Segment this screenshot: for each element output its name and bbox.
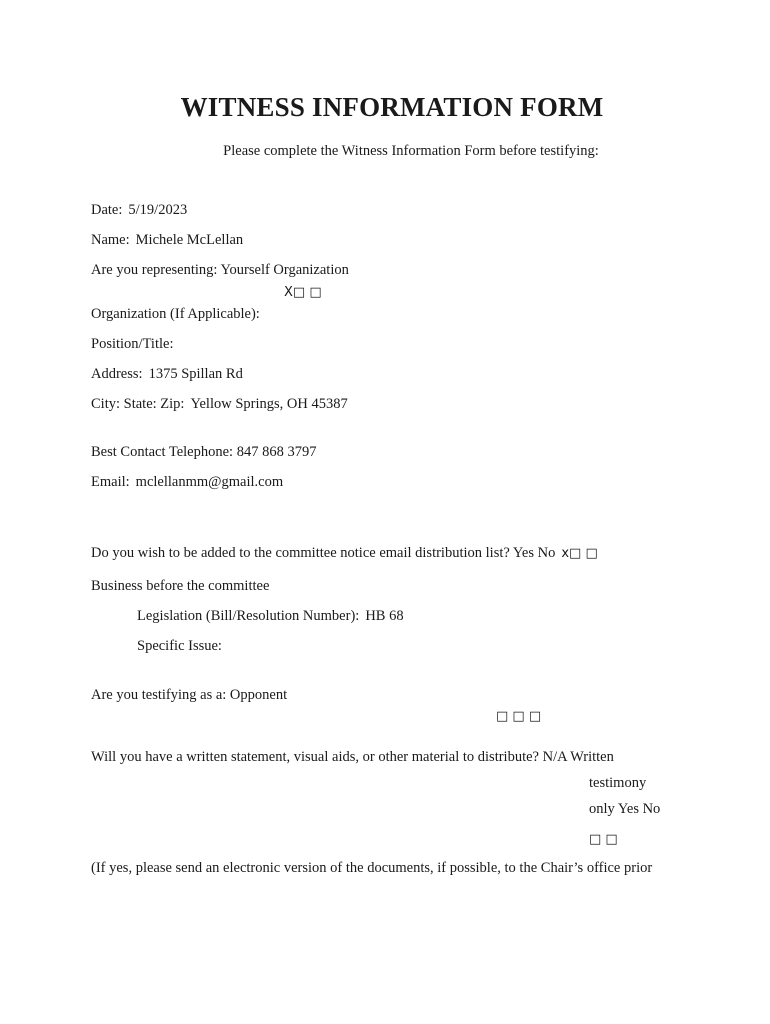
representing-checkboxes[interactable]: X□ □ (284, 285, 322, 300)
business-heading: Business before the committee (91, 578, 270, 594)
testifying-checkboxes[interactable]: □ □ □ (496, 709, 542, 724)
email-row (91, 473, 283, 491)
address-label: Address: (91, 366, 143, 382)
materials-line3: only Yes No (589, 801, 661, 817)
organization-row (91, 305, 266, 323)
phone-row (91, 443, 316, 461)
materials-checkboxes[interactable]: □ □ (589, 832, 618, 847)
legislation-value: HB 68 (365, 608, 404, 624)
name-label: Name: (91, 232, 130, 248)
position-row (91, 335, 179, 353)
email-label: Email: (91, 474, 130, 490)
address-value: 1375 Spillan Rd (148, 366, 243, 382)
representing-label: Are you representing: Yourself Organization (91, 262, 349, 278)
distribution-row (91, 544, 598, 563)
materials-question: Will you have a written statement, visual aids, or other material to distribute? N/A Written (91, 749, 614, 765)
distribution-checkboxes[interactable]: x□ □ (561, 546, 598, 561)
legislation-row (137, 607, 404, 625)
date-row (91, 201, 187, 219)
form-subtitle: Please complete the Witness Information Form before testifying: (223, 143, 599, 159)
date-label: Date: (91, 202, 123, 218)
testifying-label: Are you testifying as a: Opponent (91, 687, 288, 703)
address-row (91, 365, 243, 383)
phone-value: 847 868 3797 (236, 444, 317, 460)
city-value: Yellow Springs, OH 45387 (190, 396, 348, 412)
city-label: City: State: Zip: (91, 396, 185, 412)
issue-row (137, 637, 228, 655)
name-value: Michele McLellan (135, 232, 244, 248)
phone-label: Best Contact Telephone: (91, 444, 234, 460)
distribution-question: Do you wish to be added to the committee notice email distribution list? Yes No (91, 545, 556, 561)
email-value: mclellanmm@gmail.com (135, 474, 284, 490)
city-row (91, 395, 348, 413)
issue-label: Specific Issue: (137, 638, 222, 654)
materials-line2: testimony (589, 775, 647, 791)
form-title: WITNESS INFORMATION FORM (180, 92, 604, 122)
legislation-label: Legislation (Bill/Resolution Number): (137, 608, 360, 624)
name-row (91, 231, 243, 249)
electronic-docs-note: (If yes, please send an electronic version of the documents, if possible, to the Chair’s office prior (91, 860, 653, 876)
position-label: Position/Title: (91, 336, 174, 352)
organization-label: Organization (If Applicable): (91, 306, 260, 322)
date-value: 5/19/2023 (128, 202, 188, 218)
